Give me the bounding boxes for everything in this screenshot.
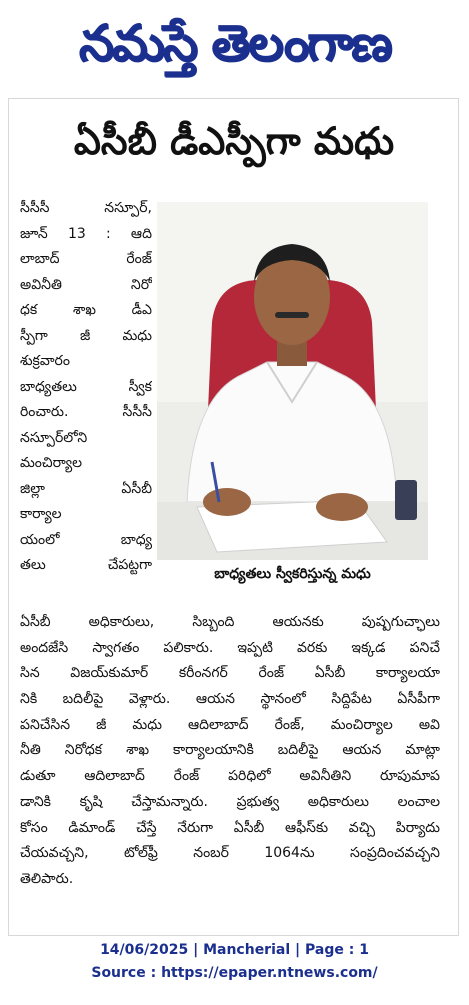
newspaper-masthead: నమస్తే తెలంగాణ (78, 14, 391, 72)
text-line: డానికి కృషి చేస్తామన్నారు. ప్రభుత్వ అధికారులు లంచాల (20, 793, 440, 810)
article-headline: ఏసీబీ డీఎస్పీగా మధు (73, 119, 395, 163)
edition-info: 14/06/2025 | Mancherial | Page : 1 (100, 942, 369, 958)
text-line: బాధ్యతలు స్వీక (20, 378, 152, 395)
text-line: తెలిపారు. (20, 870, 74, 887)
article-body-text (20, 610, 440, 893)
text-line: శుక్రవారం (20, 353, 70, 369)
text-line: అవినీతి నిరో (20, 276, 152, 293)
left-column-text (20, 196, 152, 579)
text-line: కార్యాల (20, 506, 62, 522)
text-line: కోసం డిమాండ్ చేస్తే నేరుగా ఏసీబీ ఆఫీస్‌కు వచ్చి పిర్యాదు (20, 819, 440, 836)
article-photo (157, 202, 428, 560)
text-line: రించారు. సీసీసీ (20, 404, 152, 420)
text-line: తలు చేపట్టగా (20, 557, 152, 573)
text-line: నికి బదిలీపై వెళ్లారు. ఆయన స్థానంలో సిద్దిపేట ఏసీపీగా (20, 691, 440, 708)
text-line: స్పీగా జీ మధు (20, 327, 152, 344)
text-line: జిల్లా ఏసీబీ (20, 480, 152, 497)
photo-caption: బాధ్యతలు స్వీకరిస్తున్న మధు (214, 566, 371, 582)
text-line: ఏసీబీ అధికారులు, సిబ్బంది ఆయనకు పుష్పగుచ్ఛాలు (20, 614, 440, 630)
text-line: జూన్ 13 : ఆది (20, 225, 152, 242)
text-line: లాబాద్ రేంజ్ (20, 251, 152, 267)
text-line: యంలో బాధ్య (20, 531, 152, 548)
source-link[interactable]: Source : https://epaper.ntnews.com/ (91, 965, 378, 981)
officer-photo-illustration (157, 202, 428, 560)
text-line: సిన విజయ్‌కుమార్ కరీంనగర్ రేంజ్ ఏసీబీ కార్యాలయా (20, 665, 440, 682)
text-line: నస్పూర్‌లోని (20, 429, 88, 446)
text-line: డుతూ ఆదిలాబాద్ రేంజ్ పరిధిలో అవినీతిని రూపుమాప (20, 768, 440, 785)
text-line: పనిచేసిన జీ మధు ఆదిలాబాద్ రేంజ్, మంచిర్యాల అవి (20, 716, 440, 733)
text-line: సీసీసీ నస్పూర్, (20, 200, 152, 216)
text-line: మంచిర్యాల (20, 455, 83, 471)
text-line: ధక శాఖ డీఎ (20, 302, 152, 318)
text-line: చేయవచ్చని, టోల్‌ఫ్రీ నంబర్ 1064ను సంప్రదించవచ్చని (20, 845, 440, 862)
text-line: నీతి నిరోధక శాఖ కార్యాలయానికి బదిలీపై ఆయన మాట్లా (20, 742, 440, 759)
text-line: అందజేసి స్వాగతం పలికారు. ఇప్పటి వరకు ఇక్కడ పనిచే (20, 639, 440, 656)
